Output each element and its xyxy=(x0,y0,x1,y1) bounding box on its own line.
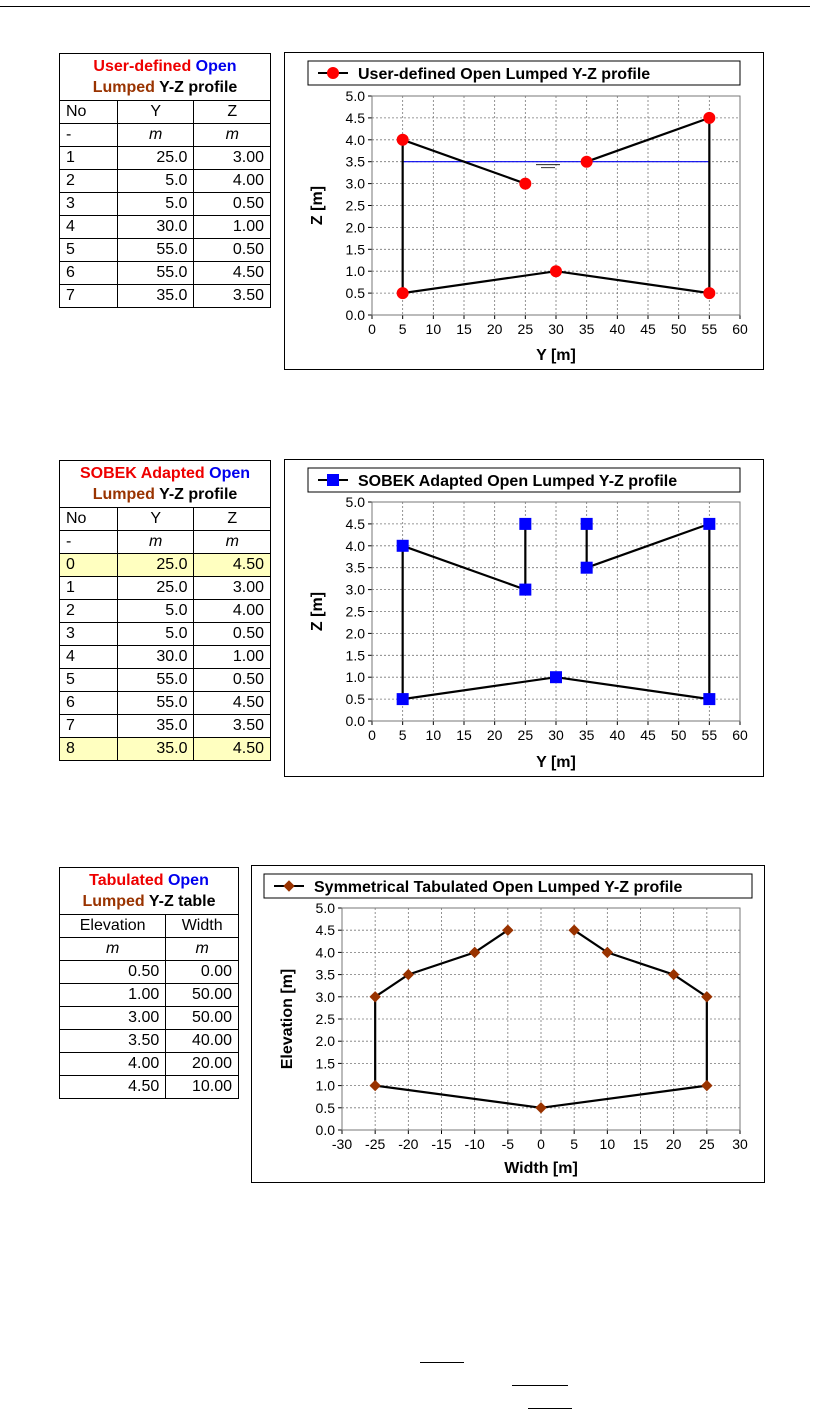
tabulated-profile-table xyxy=(59,867,239,1099)
table-row xyxy=(60,554,271,577)
y-tick-label: 5.0 xyxy=(345,88,365,104)
cell: 4.50 xyxy=(194,554,271,577)
x-tick-label: 10 xyxy=(599,1136,616,1152)
y-tick-label: 2.5 xyxy=(345,197,365,214)
y-tick-label: 3.5 xyxy=(315,966,335,983)
cell: 25.0 xyxy=(117,147,193,170)
cell: 2 xyxy=(60,170,118,193)
cell: 3.50 xyxy=(194,285,271,308)
x-tick-label: -20 xyxy=(398,1136,419,1152)
data-point xyxy=(704,518,715,529)
sobek-adapted-profile-table xyxy=(59,460,271,761)
y-tick-label: 3.0 xyxy=(345,581,365,598)
table-row xyxy=(60,216,271,239)
y-tick-label: 2.0 xyxy=(345,219,365,236)
cell: 7 xyxy=(60,715,118,738)
title-part: Y-Z profile xyxy=(154,79,238,96)
unit-cell: m xyxy=(117,124,193,147)
table-row xyxy=(60,692,271,715)
y-axis-label: Z [m] xyxy=(309,591,326,632)
unit-cell: m xyxy=(60,938,166,961)
y-tick-label: 0.0 xyxy=(345,307,365,323)
title-part: Lumped xyxy=(92,79,155,96)
title-part: Open xyxy=(191,58,237,75)
data-point xyxy=(520,518,531,529)
cell: 10.00 xyxy=(166,1076,239,1099)
title-part: Open xyxy=(163,872,209,889)
cell: 1.00 xyxy=(60,984,166,1007)
table-row xyxy=(60,646,271,669)
cell: 4 xyxy=(60,646,118,669)
x-tick-label: 5 xyxy=(570,1136,579,1152)
legend-marker xyxy=(328,68,339,79)
cell: 5 xyxy=(60,669,118,692)
cell: 5 xyxy=(60,239,118,262)
cell: 3.50 xyxy=(60,1030,166,1053)
cell: 55.0 xyxy=(117,669,194,692)
cell: 4.50 xyxy=(194,262,271,285)
y-tick-label: 0.0 xyxy=(345,713,365,729)
cell: 0 xyxy=(60,554,118,577)
header-cell: Elevation xyxy=(60,915,166,938)
cell: 4.00 xyxy=(194,170,271,193)
y-tick-label: 2.0 xyxy=(345,625,365,642)
cell: 40.00 xyxy=(166,1030,239,1053)
table-row xyxy=(60,1030,239,1053)
unit-cell: m xyxy=(166,938,239,961)
cell: 55.0 xyxy=(117,262,193,285)
data-point xyxy=(551,672,562,683)
cell: 7 xyxy=(60,285,118,308)
table-row xyxy=(60,1007,239,1030)
x-axis-label: Y [m] xyxy=(536,347,576,364)
cell: 4.50 xyxy=(194,738,271,761)
y-tick-label: 3.0 xyxy=(315,988,335,1005)
title-part: Open xyxy=(204,465,251,482)
x-tick-label: 30 xyxy=(548,727,564,743)
header-cell: No xyxy=(60,101,118,124)
x-axis-label: Y [m] xyxy=(536,754,576,771)
y-tick-label: 1.0 xyxy=(345,263,365,280)
data-point xyxy=(397,694,408,705)
fraction-bar xyxy=(420,1362,464,1363)
cell: 4.00 xyxy=(194,600,271,623)
cell: 4.50 xyxy=(194,692,271,715)
y-tick-label: 3.5 xyxy=(345,559,365,576)
x-tick-label: 20 xyxy=(486,727,503,743)
y-tick-label: 5.0 xyxy=(315,900,335,916)
y-tick-label: 3.5 xyxy=(345,153,365,170)
unit-cell: m xyxy=(117,531,194,554)
title-part: User-defined xyxy=(93,58,192,75)
cell: 30.0 xyxy=(117,216,193,239)
table-row xyxy=(60,600,271,623)
y-tick-label: 0.5 xyxy=(345,691,365,708)
x-tick-label: -10 xyxy=(464,1136,485,1152)
data-point xyxy=(704,112,715,123)
cell: 50.00 xyxy=(166,984,239,1007)
page-top-rule xyxy=(0,6,810,7)
cell: 3.00 xyxy=(60,1007,166,1030)
x-tick-label: -15 xyxy=(431,1136,452,1152)
table-row xyxy=(60,193,271,216)
cell: 5.0 xyxy=(117,623,194,646)
table-row xyxy=(60,1076,239,1099)
cell: 0.50 xyxy=(194,669,271,692)
cell: 0.50 xyxy=(194,623,271,646)
y-tick-label: 1.5 xyxy=(345,241,365,258)
title-part: Y-Z profile xyxy=(154,486,238,503)
cell: 4.50 xyxy=(60,1076,166,1099)
cell: 3.00 xyxy=(194,577,271,600)
cell: 35.0 xyxy=(117,715,194,738)
data-point xyxy=(551,266,562,277)
y-tick-label: 4.5 xyxy=(345,515,365,532)
table-row xyxy=(60,738,271,761)
legend-label: Symmetrical Tabulated Open Lumped Y-Z profile xyxy=(314,879,683,896)
data-point xyxy=(581,562,592,573)
y-tick-label: 1.0 xyxy=(315,1077,335,1094)
cell: 1.00 xyxy=(194,646,271,669)
x-tick-label: 25 xyxy=(517,321,534,337)
y-tick-label: 0.5 xyxy=(345,285,365,302)
x-tick-label: 45 xyxy=(640,727,656,743)
cell: 3.50 xyxy=(194,715,271,738)
table-title xyxy=(60,868,239,915)
y-tick-label: 2.0 xyxy=(315,1033,335,1050)
x-tick-label: 15 xyxy=(456,321,472,337)
x-tick-label: 35 xyxy=(578,727,595,743)
cell: 8 xyxy=(60,738,118,761)
cell: 25.0 xyxy=(117,577,194,600)
header-cell: Y xyxy=(117,508,194,531)
y-tick-label: 4.0 xyxy=(345,131,365,148)
x-tick-label: -25 xyxy=(365,1136,386,1152)
cell: 0.50 xyxy=(194,239,271,262)
y-tick-label: 2.5 xyxy=(315,1011,335,1027)
fraction-bar xyxy=(528,1408,572,1409)
legend-label: User-defined Open Lumped Y-Z profile xyxy=(358,66,651,83)
cell: 35.0 xyxy=(117,738,194,761)
unit-cell: - xyxy=(60,531,118,554)
cell: 6 xyxy=(60,262,118,285)
data-point xyxy=(397,288,408,299)
x-tick-label: -5 xyxy=(501,1136,515,1152)
title-part: Y-Z table xyxy=(144,893,216,910)
table-row xyxy=(60,1053,239,1076)
unit-cell: m xyxy=(194,124,271,147)
data-point xyxy=(520,584,531,595)
title-part: SOBEK Adapted xyxy=(79,465,205,482)
header-cell: No xyxy=(60,508,118,531)
x-tick-label: 55 xyxy=(701,321,718,337)
table-row xyxy=(60,170,271,193)
table-row xyxy=(60,984,239,1007)
y-tick-label: 0.5 xyxy=(315,1099,335,1116)
cell: 3 xyxy=(60,623,118,646)
table-row xyxy=(60,239,271,262)
cell: 50.00 xyxy=(166,1007,239,1030)
legend-marker xyxy=(328,475,339,486)
x-tick-label: -30 xyxy=(331,1136,353,1152)
y-tick-label: 4.5 xyxy=(345,109,365,126)
cell: 0.50 xyxy=(60,961,166,984)
y-tick-label: 4.0 xyxy=(315,944,335,961)
cell: 0.50 xyxy=(194,193,271,216)
cell: 5.0 xyxy=(117,170,193,193)
cell: 5.0 xyxy=(117,600,194,623)
cell: 1 xyxy=(60,577,118,600)
cell: 5.0 xyxy=(117,193,193,216)
x-tick-label: 50 xyxy=(670,321,687,337)
y-tick-label: 1.5 xyxy=(315,1055,335,1072)
x-tick-label: 45 xyxy=(640,321,656,337)
x-tick-label: 20 xyxy=(665,1136,682,1152)
cell: 1 xyxy=(60,147,118,170)
title-part: Tabulated xyxy=(89,872,164,889)
fraction-bar xyxy=(512,1385,568,1386)
x-tick-label: 0 xyxy=(537,1136,545,1152)
data-point xyxy=(397,540,408,551)
y-tick-label: 3.0 xyxy=(345,175,365,192)
cell: 0.00 xyxy=(166,961,239,984)
data-point xyxy=(397,134,408,145)
user-defined-profile-table xyxy=(59,53,271,308)
cell: 3.00 xyxy=(194,147,271,170)
data-point xyxy=(704,694,715,705)
cell: 4.00 xyxy=(60,1053,166,1076)
x-tick-label: 0 xyxy=(368,321,376,337)
table-row xyxy=(60,623,271,646)
title-part: Lumped xyxy=(92,486,155,503)
x-tick-label: 10 xyxy=(425,727,442,743)
sobek-adapted-profile-chart xyxy=(284,459,764,777)
cell: 20.00 xyxy=(166,1053,239,1076)
x-tick-label: 25 xyxy=(517,727,534,743)
x-tick-label: 5 xyxy=(398,321,407,337)
table-title xyxy=(60,461,271,508)
x-tick-label: 60 xyxy=(732,321,748,337)
x-tick-label: 20 xyxy=(486,321,503,337)
cell: 35.0 xyxy=(117,285,193,308)
x-tick-label: 55 xyxy=(701,727,718,743)
cell: 30.0 xyxy=(117,646,194,669)
cell: 3 xyxy=(60,193,118,216)
table-row xyxy=(60,147,271,170)
x-tick-label: 35 xyxy=(578,321,595,337)
x-tick-label: 0 xyxy=(368,727,376,743)
table-row xyxy=(60,961,239,984)
symmetrical-tabulated-profile-chart xyxy=(251,865,765,1183)
x-tick-label: 60 xyxy=(732,727,748,743)
x-tick-label: 40 xyxy=(609,727,626,743)
x-tick-label: 25 xyxy=(699,1136,715,1152)
y-tick-label: 2.5 xyxy=(345,603,365,620)
header-cell: Z xyxy=(194,508,271,531)
cell: 4 xyxy=(60,216,118,239)
header-cell: Z xyxy=(194,101,271,124)
y-tick-label: 0.0 xyxy=(315,1122,335,1138)
x-tick-label: 5 xyxy=(398,727,407,743)
header-cell: Width xyxy=(166,915,239,938)
x-tick-label: 15 xyxy=(456,727,472,743)
user-defined-profile-chart xyxy=(284,52,764,370)
x-tick-label: 30 xyxy=(732,1136,748,1152)
table-title xyxy=(60,54,271,101)
y-axis-label: Elevation [m] xyxy=(279,968,296,1070)
cell: 55.0 xyxy=(117,239,193,262)
table-row xyxy=(60,262,271,285)
table-row xyxy=(60,715,271,738)
title-part: Lumped xyxy=(82,893,145,910)
table-row xyxy=(60,577,271,600)
legend-label: SOBEK Adapted Open Lumped Y-Z profile xyxy=(358,473,678,490)
cell: 55.0 xyxy=(117,692,194,715)
cell: 1.00 xyxy=(194,216,271,239)
data-point xyxy=(581,156,592,167)
cell: 6 xyxy=(60,692,118,715)
y-tick-label: 5.0 xyxy=(345,494,365,510)
y-tick-label: 4.5 xyxy=(315,922,335,939)
x-tick-label: 50 xyxy=(670,727,687,743)
y-tick-label: 1.0 xyxy=(345,669,365,686)
header-cell: Y xyxy=(117,101,193,124)
unit-cell: m xyxy=(194,531,271,554)
x-axis-label: Width [m] xyxy=(504,1160,578,1177)
unit-cell: - xyxy=(60,124,118,147)
y-axis-label: Z [m] xyxy=(309,185,326,226)
data-point xyxy=(704,288,715,299)
x-tick-label: 30 xyxy=(548,321,564,337)
table-row xyxy=(60,669,271,692)
x-tick-label: 10 xyxy=(425,321,442,337)
y-tick-label: 4.0 xyxy=(345,537,365,554)
table-row xyxy=(60,285,271,308)
y-tick-label: 1.5 xyxy=(345,647,365,664)
cell: 2 xyxy=(60,600,118,623)
cell: 25.0 xyxy=(117,554,194,577)
data-point xyxy=(520,178,531,189)
x-tick-label: 40 xyxy=(609,321,626,337)
x-tick-label: 15 xyxy=(632,1136,649,1152)
data-point xyxy=(581,518,592,529)
